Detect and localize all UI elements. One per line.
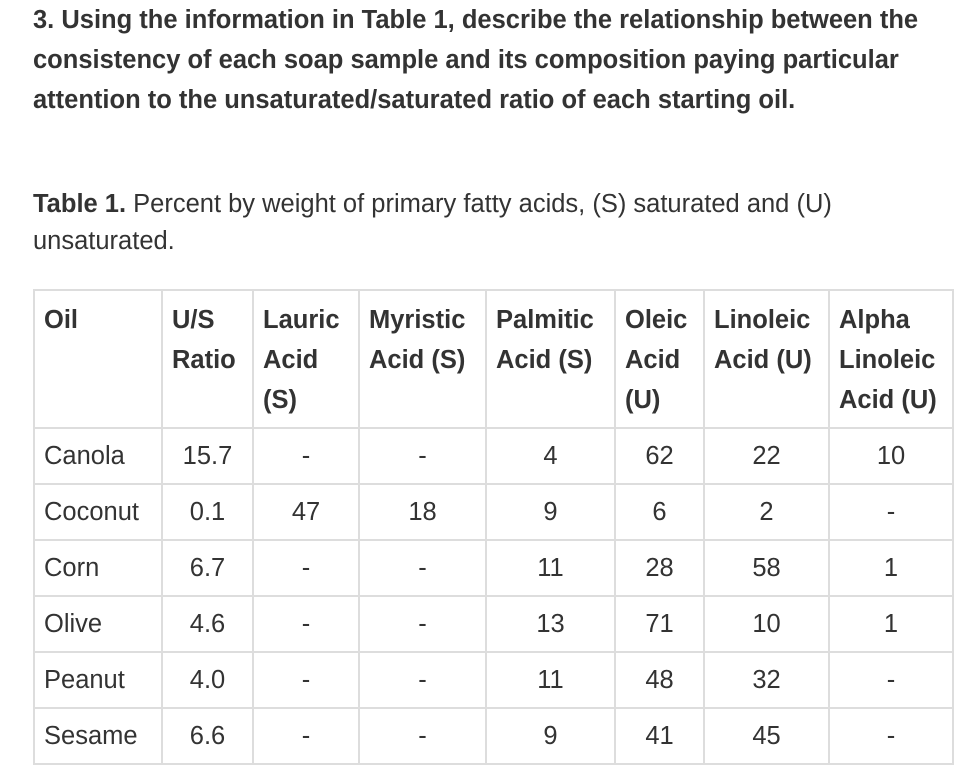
table-header-row — [34, 290, 953, 428]
header-oil: Oil — [34, 290, 162, 428]
cell-us-ratio: 4.6 — [162, 596, 253, 652]
question-text: 3. Using the information in Table 1, describe the relationship between the consistency of each soap sample and its composition paying particular attention to the unsaturated/saturated ratio of each starting oil. — [33, 6, 919, 114]
cell-lauric: - — [253, 708, 359, 764]
cell-oleic: 6 — [615, 484, 704, 540]
cell-palmitic: 4 — [486, 428, 615, 484]
header-palmitic-acid: Palmitic Acid (S) — [486, 290, 615, 428]
cell-alpha-linoleic: 10 — [829, 428, 953, 484]
cell-lauric: - — [253, 596, 359, 652]
table-row — [34, 540, 953, 596]
cell-oleic: 41 — [615, 708, 704, 764]
table-row — [34, 708, 953, 764]
table-row — [34, 484, 953, 540]
cell-linoleic: 45 — [704, 708, 829, 764]
cell-myristic: - — [359, 652, 486, 708]
cell-oleic: 62 — [615, 428, 704, 484]
header-alpha-linoleic-acid: Alpha Linoleic Acid (U) — [829, 290, 953, 428]
cell-lauric: - — [253, 652, 359, 708]
cell-us-ratio: 6.6 — [162, 708, 253, 764]
cell-alpha-linoleic: 1 — [829, 596, 953, 652]
table-row — [34, 652, 953, 708]
cell-oil: Corn — [34, 540, 162, 596]
cell-oleic: 28 — [615, 540, 704, 596]
cell-oleic: 48 — [615, 652, 704, 708]
cell-oil: Sesame — [34, 708, 162, 764]
header-myristic-acid: Myristic Acid (S) — [359, 290, 486, 428]
cell-alpha-linoleic: - — [829, 484, 953, 540]
cell-linoleic: 58 — [704, 540, 829, 596]
cell-alpha-linoleic: 1 — [829, 540, 953, 596]
cell-us-ratio: 15.7 — [162, 428, 253, 484]
table-caption-label: Table 1. — [33, 190, 127, 218]
cell-oleic: 71 — [615, 596, 704, 652]
cell-myristic: - — [359, 540, 486, 596]
cell-linoleic: 2 — [704, 484, 829, 540]
header-linoleic-acid: Linoleic Acid (U) — [704, 290, 829, 428]
cell-oil: Olive — [34, 596, 162, 652]
table-row — [34, 596, 953, 652]
table-row — [34, 428, 953, 484]
cell-oil: Canola — [34, 428, 162, 484]
cell-myristic: - — [359, 428, 486, 484]
header-oleic-acid: Oleic Acid (U) — [615, 290, 704, 428]
cell-myristic: 18 — [359, 484, 486, 540]
cell-us-ratio: 0.1 — [162, 484, 253, 540]
header-lauric-acid: Lauric Acid (S) — [253, 290, 359, 428]
cell-myristic: - — [359, 596, 486, 652]
fatty-acid-table — [33, 289, 954, 765]
cell-oil: Peanut — [34, 652, 162, 708]
cell-lauric: - — [253, 428, 359, 484]
cell-linoleic: 32 — [704, 652, 829, 708]
header-us-ratio: U/S Ratio — [162, 290, 253, 428]
cell-us-ratio: 4.0 — [162, 652, 253, 708]
cell-palmitic: 13 — [486, 596, 615, 652]
cell-lauric: 47 — [253, 484, 359, 540]
cell-myristic: - — [359, 708, 486, 764]
cell-palmitic: 11 — [486, 652, 615, 708]
cell-oil: Coconut — [34, 484, 162, 540]
cell-linoleic: 22 — [704, 428, 829, 484]
cell-palmitic: 9 — [486, 708, 615, 764]
cell-lauric: - — [253, 540, 359, 596]
cell-palmitic: 9 — [486, 484, 615, 540]
table-caption — [33, 186, 933, 260]
cell-alpha-linoleic: - — [829, 652, 953, 708]
table-caption-text: Percent by weight of primary fatty acids, (S) saturated and (U) unsaturated. — [33, 190, 832, 255]
cell-alpha-linoleic: - — [829, 708, 953, 764]
cell-palmitic: 11 — [486, 540, 615, 596]
cell-us-ratio: 6.7 — [162, 540, 253, 596]
cell-linoleic: 10 — [704, 596, 829, 652]
